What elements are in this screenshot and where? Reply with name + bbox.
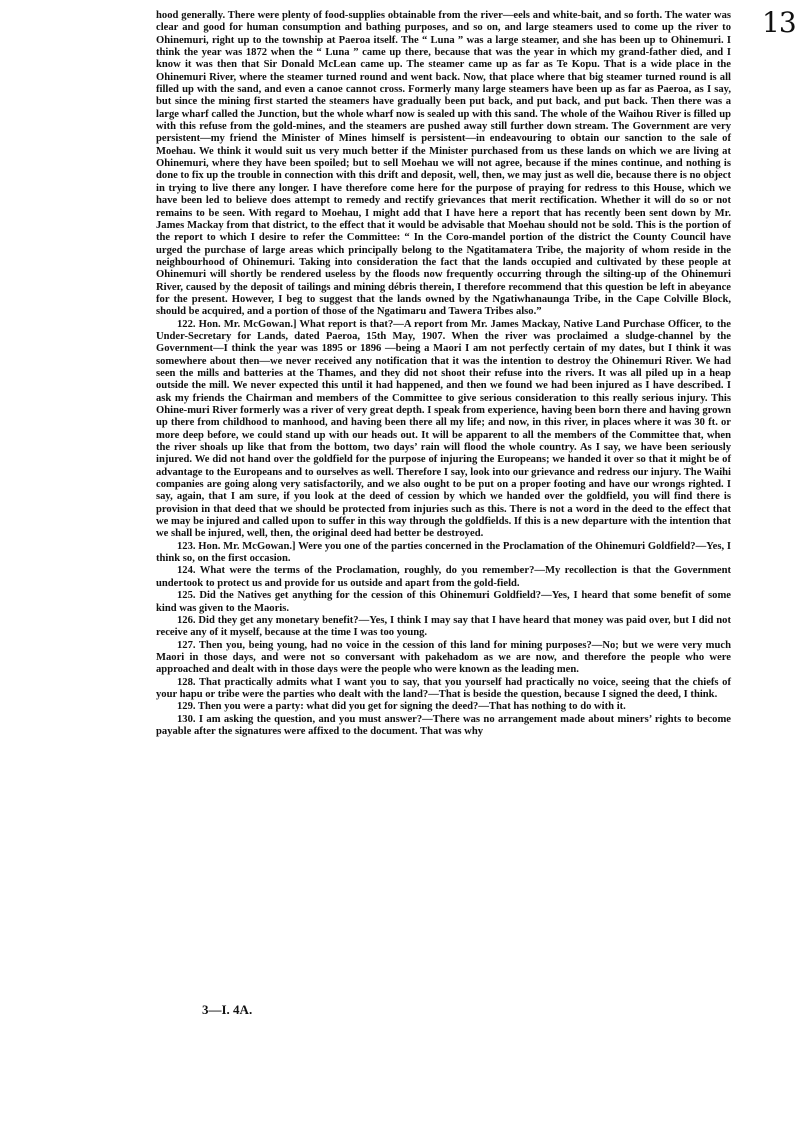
page-footer-signature: 3—I. 4A. <box>202 1002 253 1017</box>
body-text <box>156 10 731 738</box>
continuation-paragraph: hood generally. There were plenty of food-supplies obtainable from the river—eels and white-bait, and so forth. The water was clear and good for human consumption and bathing purposes, and so on, and large steamers used to come up the river to Ohinemuri, right up to the township at Paeroa itself. The “ Luna ” was a large steamer, and she has been up to Ohinemuri. I think the year was 1872 when the “ Luna ” came up there, because that was the year in which my grand-father died, and I know it was then that Sir Donald McLean came up. The steamer came up as far as Te Kopu. That is a wide place in the Ohinemuri River, where the steamer turned round and went back. Now, that place where that big steamer turned round is all filled up with the sand, and even a canoe cannot cross. Formerly many large steamers have been up as far as Paeroa, as I say, but since the mining first started the steamers have gradually been put back, and put back, and put back. Then there was a large wharf called the Junction, but the whole wharf now is sealed up with this sand. The whole of the Waihou River is filled up with this refuse from the gold-mines, and the steamers are pushed away still further down stream. The Government are very persistent—my friend the Minister of Mines himself is persistent—in endeavouring to obtain our sanction to the sale of Moehau. We think it would suit us very much better if the Minister purchased from us these lands on which we are living at Ohinemuri, where they have been spoiled; but to sell Moehau we will not agree, because if the mines continue, and nothing is done to fix up the trouble in connection with this drift and deposit, well, then, we may just as well die, because there is no object in trying to live there any longer. I have therefore come here for the purpose of praying for redress to this House, which we have been led to believe does attempt to remedy and rectify grievances that merit rectification. Whether it will do so or not remains to be seen. With regard to Moehau, I might add that I have here a report that has recently been sent down by Mr. James Mackay from that district, to the effect that it would be advisable that Moehau should not be sold. This is the portion of the report to which I desire to refer the Committee: “ In the Coro-mandel portion of the district the County Council have urged the purchase of large areas which principally belong to the Ngatitamatera Tribe, the majority of whom reside in the neighbourhood of Ohinemuri. Taking into consideration the fact that the lands occupied and cultivated by these people at Ohinemuri will shortly be rendered useless by the floods now frequently occurring through the silting-up of the Ohinemuri River, caused by the deposit of tailings and mining débris therein, I therefore recommend that this question be left in abeyance for the present. However, I beg to suggest that the lands owned by the Ngatiwhanaunga Tribe, in the Cape Colville Block, should be acquired, and a portion of those of the Ngatimaru and Tawera Tribes also.” <box>156 10 731 318</box>
question-paragraph: 122. Hon. Mr. McGowan.] What report is that?—A report from Mr. James Mackay, Native Land Purchase Officer, to the Under-Secretary for Lands, dated Paeroa, 15th May, 1907. When the river was proclaimed a sludge-channel by the Government—I think the year was 1895 or 1896 —being a Maori I am not perfectly certain of my dates, but I think it was somewhere about then—we never received any notification that it was the intention to destroy the Ohinemuri River. We had seen the mills and batteries at the Thames, and they did not shoot their refuse into the rivers. It was all piled up in a heap outside the mill. We never expected this until it had happened, and then we found we had been injured as I have described. I ask my friends the Chairman and members of the Committee to give serious consideration to this really serious injury. This Ohine-muri River formerly was a river of very great depth. I speak from experience, having been born there and having grown up there from childhood to manhood, and having been there all my life; and now, in this river, in places where it was 30 ft. or more deep before, we could stand up with our heads out. It will be apparent to all the members of the Committee that, when the river shoals up like that from the bottom, two days’ rain will flood the whole country. As I say, we have been seriously injured. We did not hand over the goldfield for the purpose of injuring the Europeans; we handed it over so that it might be of advantage to the Europeans and to ourselves as well. Therefore I say, look into our grievance and redress our injury. The Waihi companies are going along very satisfactorily, and we also ought to be put on a proper footing and have our wrongs righted. I say, again, that I am sure, if you look at the deed of cession by which we handed over the goldfield, you will find there is provision in that deed that we should be protected from injuries such as this. There is not a word in the deed to the effect that we may be injured and called upon to suffer in this way through the goldfields. If this is a new departure with the intention that we shall be injured, well, then, the original deed had better be destroyed. <box>156 318 731 540</box>
question-paragraph: 130. I am asking the question, and you must answer?—There was no arrangement made about miners’ rights to become payable after the signatures were affixed to the document. That was why <box>156 713 731 737</box>
question-paragraph: 124. What were the terms of the Proclamation, roughly, do you remember?—My recollection is that the Government undertook to protect us and provide for us outside and apart from the gold-field. <box>156 565 731 589</box>
question-paragraph: 125. Did the Natives get anything for the cession of this Ohinemuri Goldfield?—Yes, I heard that some benefit of some kind was given to the Maoris. <box>156 590 731 614</box>
question-paragraph: 128. That practically admits what I want you to say, that you yourself had practically no voice, seeing that the chiefs of your hapu or tribe were the parties who dealt with the land?—That is beside the question, because I signed the deed, I think. <box>156 676 731 700</box>
page-number: 13 <box>762 6 796 39</box>
question-paragraph: 129. Then you were a party: what did you get for signing the deed?—That has nothing to do with it. <box>177 701 626 713</box>
question-paragraph: 126. Did they get any monetary benefit?—Yes, I think I may say that I have heard that money was paid over, but I did not receive any of it myself, because at the time I was too young. <box>156 614 731 639</box>
question-paragraph: 123. Hon. Mr. McGowan.] Were you one of the parties concerned in the Proclamation of the Ohinemuri Goldfield?—Yes, I think so, on the first occasion. <box>156 540 731 565</box>
question-paragraph: 127. Then you, being young, had no voice in the cession of this land for mining purposes?—No; but we were very much Maori in those days, and were not so conversant with pakehadom as we are now, and therefore the people who were approached and dealt with in those days were the people who were known as the leading men. <box>156 639 731 676</box>
